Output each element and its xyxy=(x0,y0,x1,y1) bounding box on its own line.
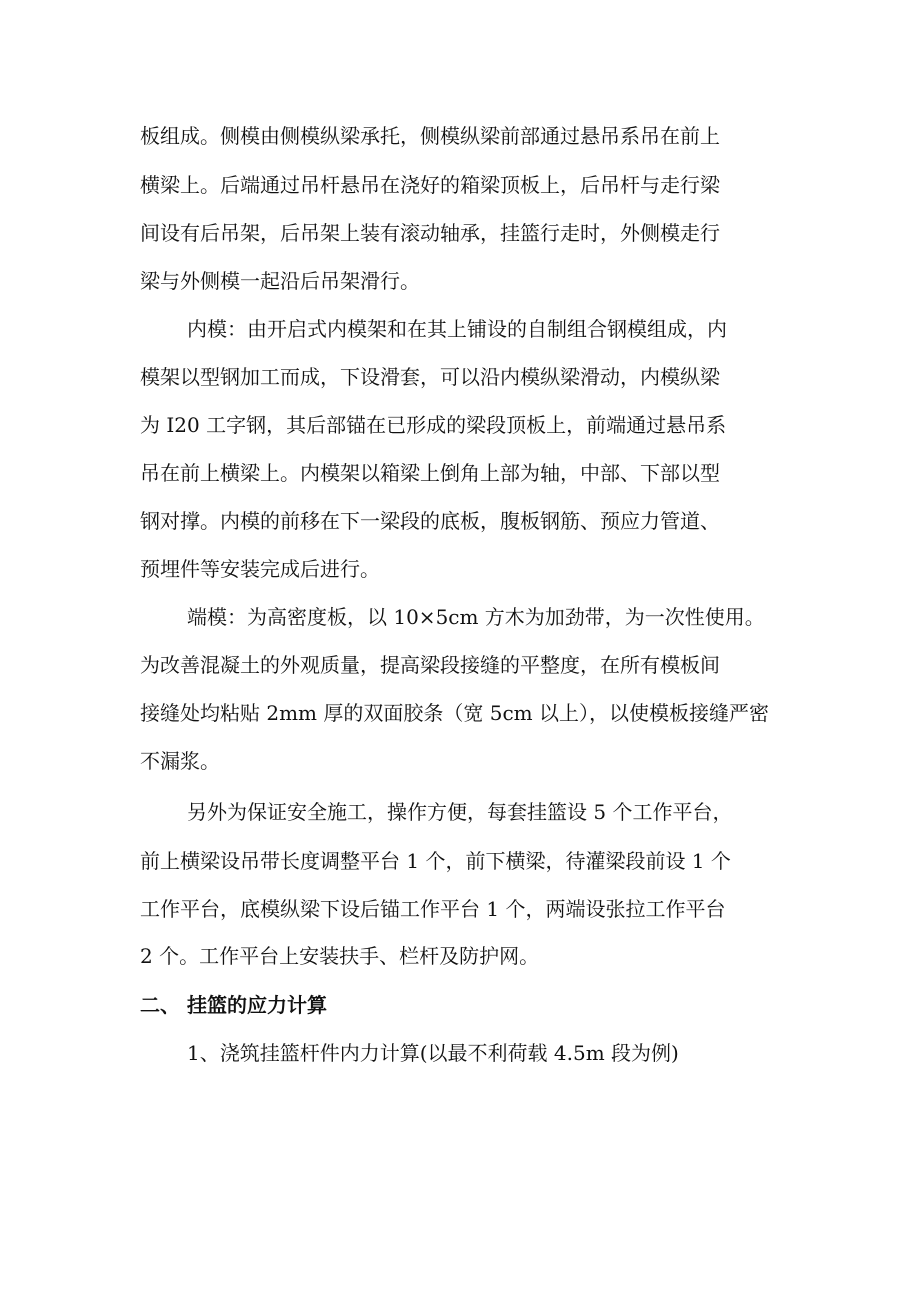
paragraph-line: 为 I20 工字钢，其后部锚在已形成的梁段顶板上，前端通过悬吊系 xyxy=(140,413,727,437)
paragraph-line: 不漏浆。 xyxy=(140,749,220,773)
paragraph-line: 为改善混凝土的外观质量，提高梁段接缝的平整度，在所有模板间 xyxy=(140,653,720,677)
paragraph-line: 内模：由开启式内模架和在其上铺设的自制组合钢模组成，内 xyxy=(187,317,727,341)
paragraph-line: 2 个。工作平台上安装扶手、栏杆及防护网。 xyxy=(140,944,540,968)
paragraph-line: 钢对撑。内模的前移在下一梁段的底板，腹板钢筋、预应力管道、 xyxy=(140,509,720,533)
paragraph-line: 接缝处均粘贴 2mm 厚的双面胶条（宽 5cm 以上），以使模板接缝严密 xyxy=(140,701,769,725)
paragraph-line: 工作平台，底模纵梁下设后锚工作平台 1 个，两端设张拉工作平台 xyxy=(140,897,726,921)
paragraph-line: 模架以型钢加工而成，下设滑套，可以沿内模纵梁滑动，内模纵梁 xyxy=(140,365,720,389)
paragraph-line: 梁与外侧模一起沿后吊架滑行。 xyxy=(140,269,420,293)
paragraph-line: 横梁上。后端通过吊杆悬吊在浇好的箱梁顶板上，后吊杆与走行梁 xyxy=(140,173,720,197)
paragraph-line: 端模：为高密度板，以 10×5cm 方木为加劲带，为一次性使用。 xyxy=(187,605,765,629)
paragraph-line: 板组成。侧模由侧模纵梁承托，侧模纵梁前部通过悬吊系吊在前上 xyxy=(140,124,720,148)
paragraph-line: 前上横梁设吊带长度调整平台 1 个，前下横梁，待灌梁段前设 1 个 xyxy=(140,849,731,873)
paragraph-line: 预埋件等安装完成后进行。 xyxy=(140,557,380,581)
paragraph-line: 另外为保证安全施工，操作方便，每套挂篮设 5 个工作平台， xyxy=(187,800,733,824)
paragraph-line: 吊在前上横梁上。内模架以箱梁上倒角上部为轴，中部、下部以型 xyxy=(140,461,720,485)
paragraph-line: 间设有后吊架，后吊架上装有滚动轴承，挂篮行走时，外侧模走行 xyxy=(140,221,720,245)
section-heading: 二、 挂篮的应力计算 xyxy=(140,993,327,1017)
subsection-heading: 1、浇筑挂篮杆件内力计算(以最不利荷载 4.5m 段为例) xyxy=(187,1041,679,1065)
